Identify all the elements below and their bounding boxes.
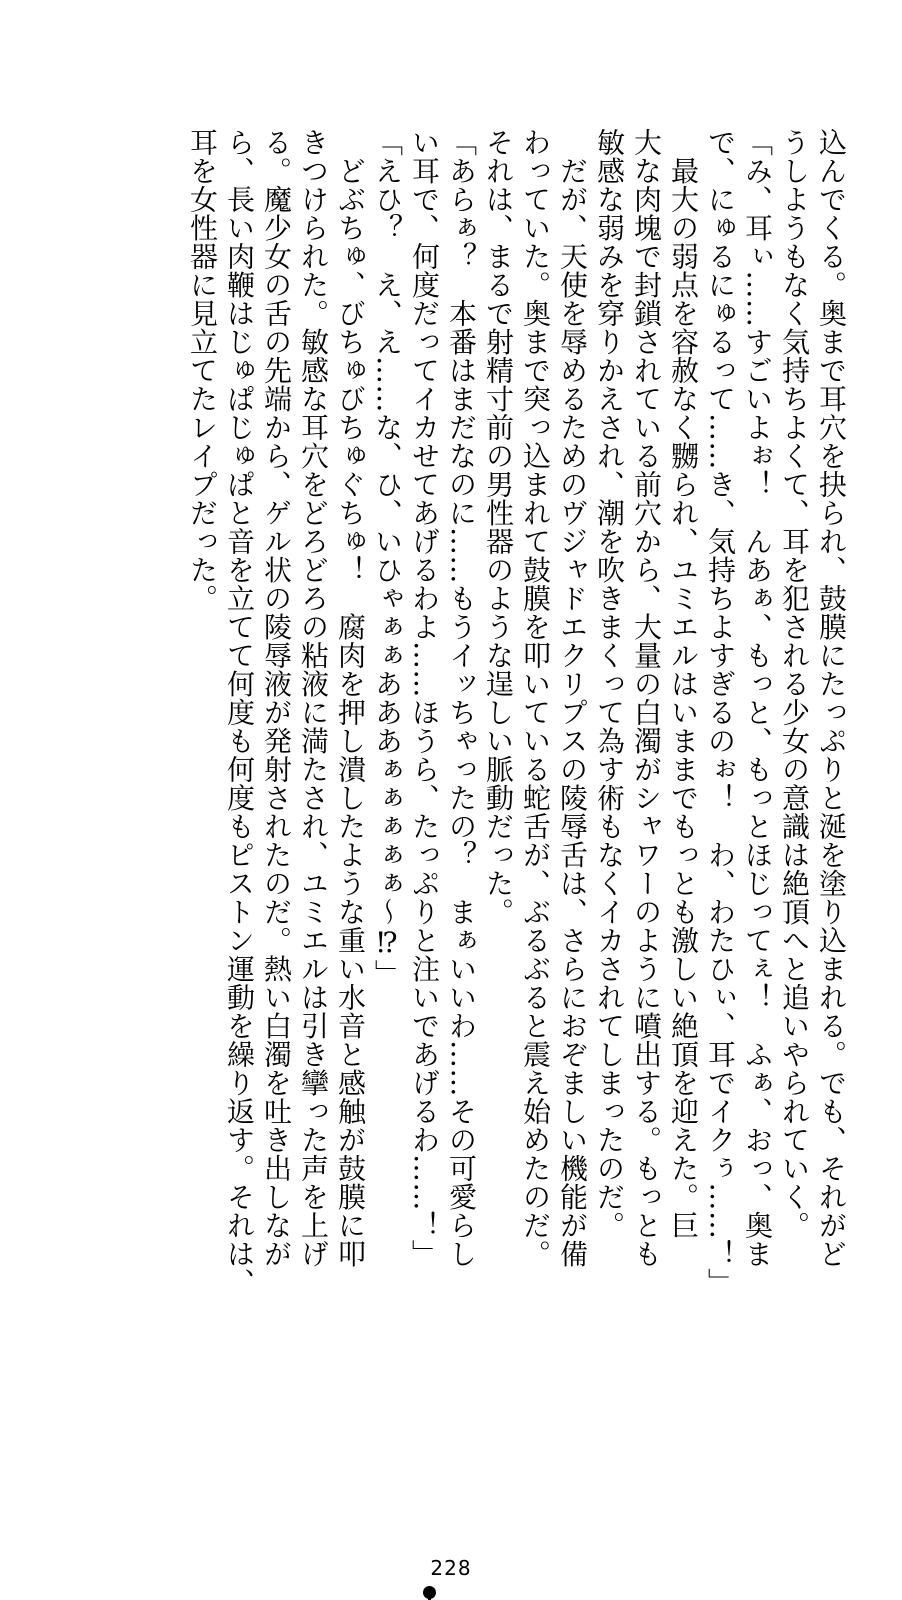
text-line: それは、まるで射精寸前の男性器のような逞しい脈動だった。 [482, 128, 515, 926]
text-line: る。魔少女の舌の先端から、ゲル状の陵辱液が発射されたのだ。熱い白濁を吐き出しなが [260, 128, 293, 1268]
vertical-text-body [184, 128, 850, 1333]
text-line: い耳で、何度だってイカせてあげるわよ……ほうら、たっぷりと注いであげるわ……！」 [408, 128, 441, 1268]
text-line: 「えひ？ え、え……な、ひ、いひゃぁぁあああぁぁぁぁぁ～⁉」 [371, 128, 404, 988]
text-line: 込んでくる。奥まで耳穴を抉られ、鼓膜にたっぷりと涎を塗り込まれる。でも、それがど [815, 128, 848, 1268]
text-line: で、にゅるにゅるって……き、気持ちよすぎるのぉ！ わ、わたひぃ、耳でイクぅ……！」 [704, 128, 737, 1297]
text-line: 「み、耳ぃ……すごいよぉ！ んあぁ、もっと、もっとほじってぇ！ ふぁ、おっ、奥ま [741, 128, 774, 1268]
page-number: 228 [430, 1556, 472, 1580]
text-line: どぶちゅ、びちゅびちゅぐちゅ！ 腐肉を押し潰したような重い水音と感触が鼓膜に叩 [334, 128, 367, 1268]
text-line: ら、長い肉鞭はじゅぱじゅぱと音を立てて何度も何度もピストン運動を繰り返す。それは、 [223, 128, 256, 1297]
text-line: 敏感な弱みを穿りかえされ、潮を吹きまくって為す術もなくイカされてしまったのだ。 [593, 128, 626, 1240]
page-marker-stem [428, 1594, 431, 1600]
text-line: 耳を女性器に見立てたレイプだった。 [186, 128, 219, 613]
text-line: 「あらぁ？ 本番はまだなのに……もうイッちゃったの？ まぁいいわ……その可愛らし [445, 128, 478, 1268]
text-line: わっていた。奥まで突っ込まれて鼓膜を叩いている蛇舌が、ぶるぶると震え始めたのだ。 [519, 128, 552, 1268]
text-line: 最大の弱点を容赦なく嬲られ、ユミエルはいままでもっとも激しい絶頂を迎えた。巨 [667, 128, 700, 1240]
text-line: 大な肉塊で封鎖されている前穴から、大量の白濁がシャワーのように噴出する。もっとも [630, 128, 663, 1268]
text-line: だが、天使を辱めるためのヴジャドエクリプスの陵辱舌は、さらにおぞましい機能が備 [556, 128, 589, 1268]
text-line: うしようもなく気持ちよくて、耳を犯される少女の意識は絶頂へと追いやられていく。 [778, 128, 811, 1240]
text-line: きつけられた。敏感な耳穴をどろどろの粘液に満たされ、ユミエルは引き攣った声を上げ [297, 128, 330, 1268]
